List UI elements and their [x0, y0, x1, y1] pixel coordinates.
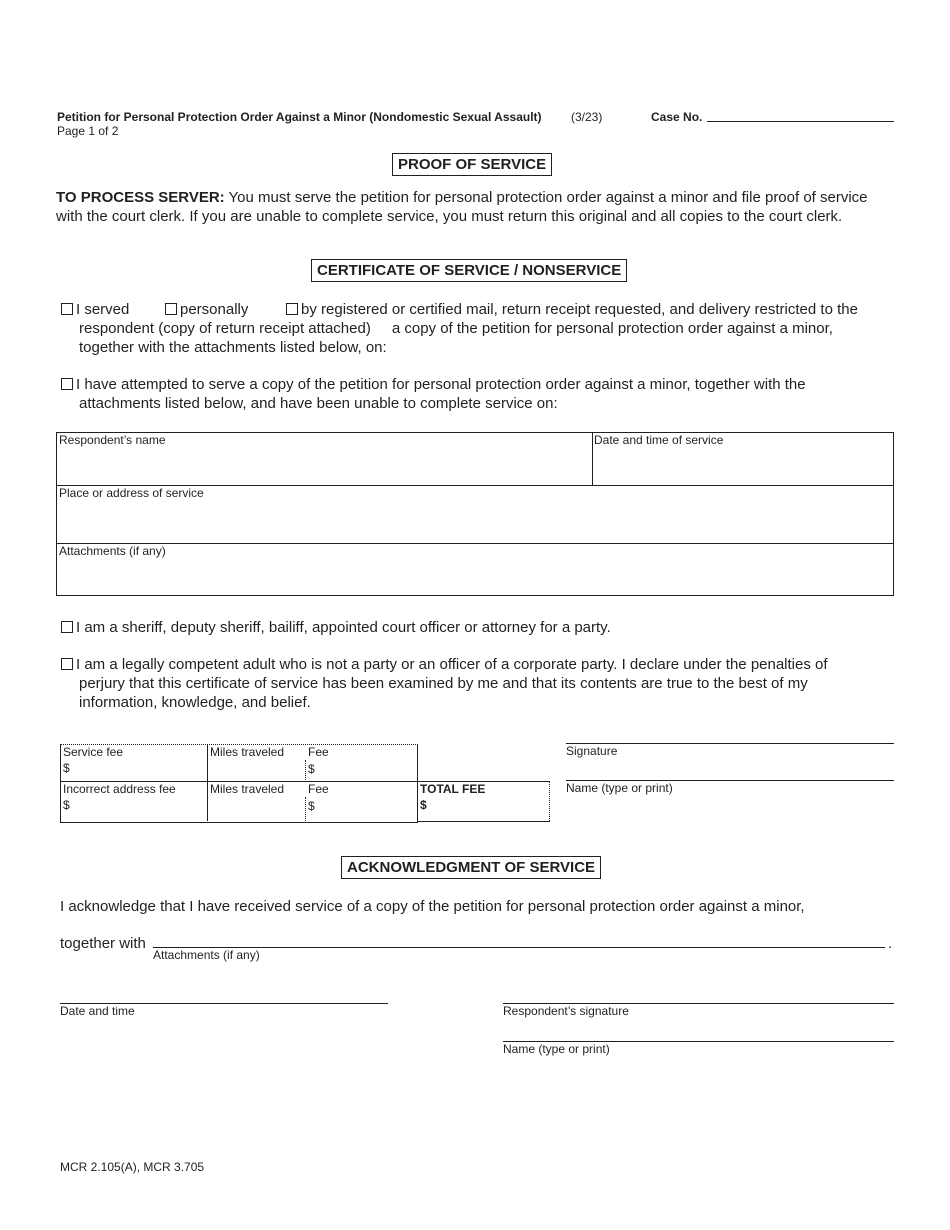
return-receipt-text: respondent (copy of return receipt attached) — [79, 320, 371, 337]
incorrect-address-fee-label: Incorrect address fee — [63, 782, 176, 796]
date-time-label: Date and time — [60, 1004, 135, 1018]
case-no-label: Case No. — [651, 110, 703, 124]
column-divider — [592, 433, 593, 485]
fee-col-divider — [417, 744, 418, 821]
mail-checkbox[interactable] — [286, 303, 298, 315]
personally-option — [165, 300, 248, 319]
service-info-table — [56, 432, 894, 596]
mail-label: by registered or certified mail, return receipt requested, and delivery restricted to the — [301, 301, 858, 318]
respondent-signature-label: Respondent’s signature — [503, 1004, 629, 1018]
total-fee-bottom — [417, 821, 550, 822]
together-period: . — [888, 935, 893, 952]
served-line-3: together with the attachments listed below, on: — [79, 339, 387, 356]
form-revision: (3/23) — [571, 110, 603, 124]
proof-of-service-title: PROOF OF SERVICE — [392, 153, 552, 176]
officer-option — [61, 618, 611, 637]
page-number: Page 1 of 2 — [57, 124, 119, 138]
served-line-2 — [79, 319, 833, 338]
adult-option — [61, 655, 828, 674]
date-time-service-label: Date and time of service — [594, 433, 724, 447]
service-miles-fee-label: Fee — [308, 745, 329, 759]
incorrect-miles-fee-dollar: $ — [308, 799, 315, 813]
adult-line-3: information, knowledge, and belief. — [79, 694, 311, 711]
served-checkbox[interactable] — [61, 303, 73, 315]
name-label: Name (type or print) — [566, 781, 673, 795]
certificate-title: CERTIFICATE OF SERVICE / NONSERVICE — [311, 259, 627, 282]
signature-label: Signature — [566, 744, 618, 758]
respondent-name-label: Respondent’s name — [59, 433, 166, 447]
total-fee-right — [549, 781, 550, 821]
ack-attachments-label: Attachments (if any) — [153, 948, 260, 962]
incorrect-miles-label: Miles traveled — [210, 782, 285, 796]
fee-col-divider — [207, 744, 208, 821]
adult-line-1: I am a legally competent adult who is not a party or an officer of a corporate party. I declare under the penalties of — [76, 656, 828, 673]
form-title: Petition for Personal Protection Order Against a Minor (Nondomestic Sexual Assault) — [57, 110, 542, 124]
case-no-field[interactable] — [707, 121, 894, 122]
adult-checkbox[interactable] — [61, 658, 73, 670]
service-fee-label: Service fee — [63, 745, 124, 759]
adult-line-2: perjury that this certificate of service has been examined by me and that its contents are true to the best of my — [79, 675, 808, 692]
total-fee-label: TOTAL FEE — [420, 782, 486, 796]
row-divider — [57, 543, 893, 544]
place-of-service-label: Place or address of service — [59, 486, 204, 500]
attachments-line[interactable] — [153, 947, 885, 948]
attempted-line-2: attachments listed below, and have been unable to complete service on: — [79, 395, 558, 412]
incorrect-fee-dollar: $ — [63, 798, 70, 812]
acknowledgment-text: I acknowledge that I have received service of a copy of the petition for personal protection order against a minor, — [60, 898, 805, 915]
process-server-lead: TO PROCESS SERVER: — [56, 189, 225, 206]
incorrect-miles-fee-label: Fee — [308, 782, 329, 796]
mail-option — [286, 300, 858, 319]
fee-table — [60, 744, 550, 822]
attempted-option — [61, 375, 806, 394]
fee-dotted-divider — [305, 760, 306, 780]
attempted-checkbox[interactable] — [61, 378, 73, 390]
total-fee-dollar: $ — [420, 798, 427, 812]
fee-dotted-divider — [305, 797, 306, 821]
served-label: I served — [76, 301, 130, 318]
court-rule-reference: MCR 2.105(A), MCR 3.705 — [60, 1160, 205, 1174]
copy-of-petition-text: a copy of the petition for personal protection order against a minor, — [391, 320, 833, 337]
attempted-line-1: I have attempted to serve a copy of the petition for personal protection order against a minor, together with the — [76, 376, 806, 393]
officer-checkbox[interactable] — [61, 621, 73, 633]
acknowledgment-title: ACKNOWLEDGMENT OF SERVICE — [341, 856, 601, 879]
service-fee-dollar: $ — [63, 761, 70, 775]
respondent-name-label: Name (type or print) — [503, 1042, 610, 1056]
attachments-label: Attachments (if any) — [59, 544, 166, 558]
service-miles-label: Miles traveled — [210, 745, 285, 759]
personally-checkbox[interactable] — [165, 303, 177, 315]
officer-statement: I am a sheriff, deputy sheriff, bailiff, appointed court officer or attorney for a party. — [76, 619, 611, 636]
process-server-text: You must serve the petition for personal protection order against a minor and file proof of service with the court clerk. If you are unable to complete service, you must return this original and all copies to the court clerk. — [56, 189, 868, 225]
process-server-instructions — [56, 188, 894, 226]
together-with-label: together with — [60, 935, 146, 952]
service-miles-fee-dollar: $ — [308, 762, 315, 776]
served-option — [61, 300, 129, 319]
personally-label: personally — [180, 301, 249, 318]
